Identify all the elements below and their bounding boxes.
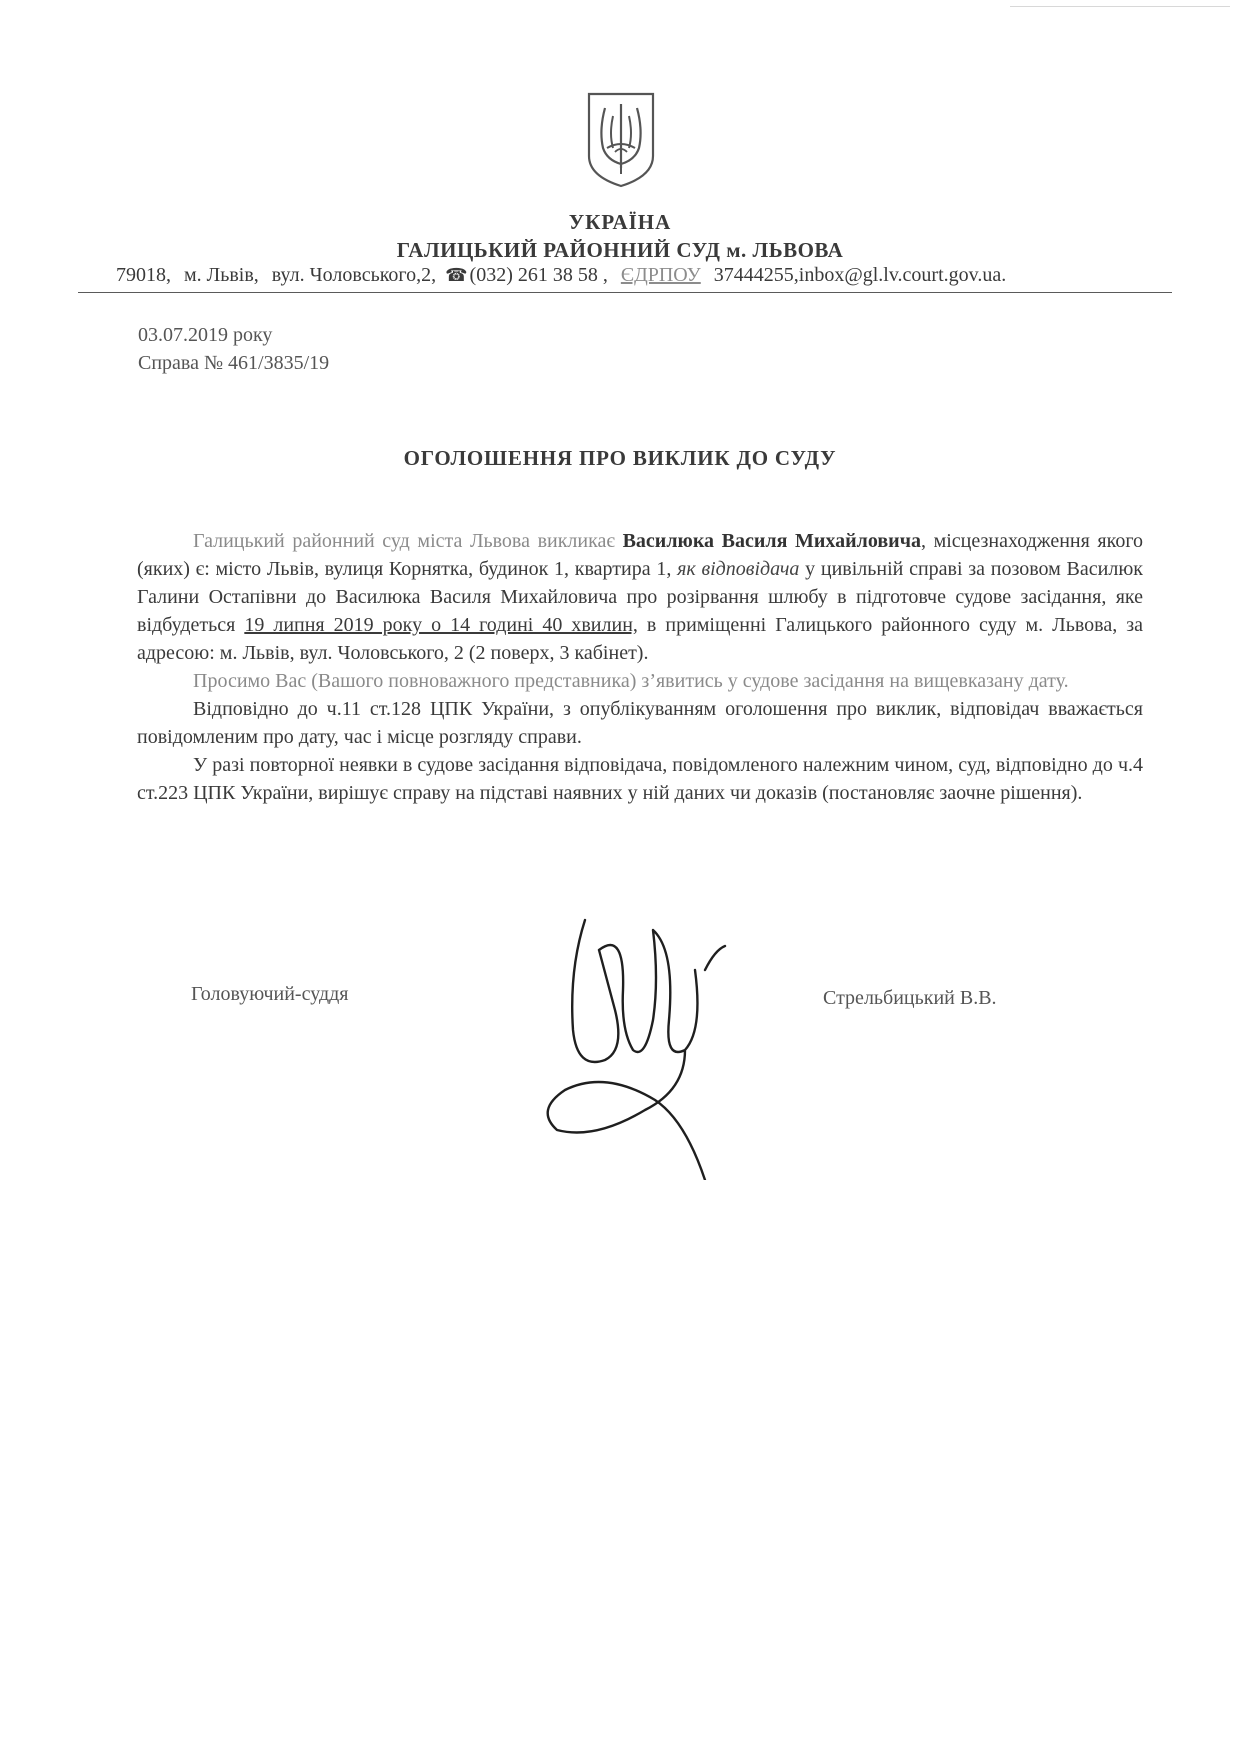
case-number: Справа № 461/3835/19	[138, 352, 330, 374]
paragraph-absence: У разі повторної неявки в судове засідання відповідача, повідомленого належним чином, суд, відповідно до ч.4 ст.223 ЦПК України, вирішує справу на підставі наявних у ній даних чи доказів (постановляє заочне рішення).	[137, 754, 1143, 804]
hearing-location: в приміщенні Галицького районного суду м. Львова, за адресою: м. Львів, вул. Чоловського, 2 (2 поверх, 3 кабінет).	[137, 614, 1143, 664]
defendant-name: Василюка Василя Михайловича	[622, 530, 921, 552]
header-divider	[78, 292, 1172, 293]
header-country: УКРАЇНА	[568, 210, 672, 234]
document-date: 03.07.2019 року	[138, 324, 273, 346]
defendant-address: , місцезнаходження якого (яких) є: місто Львів, вулиця Корнятка, будинок 1, квартира 1,	[137, 530, 1144, 580]
handwritten-signature-icon	[535, 910, 745, 1180]
paragraph-request: Просимо Вас (Вашого повноважного представника) з’явитись у судове засідання на вищевказану дату.	[193, 670, 1069, 692]
paragraph-law-notice: Відповідно до ч.11 ст.128 ЦПК України, з опублікуванням оголошення про виклик, відповідач вважається повідомленим про дату, час і місце розгляду справи.	[137, 698, 1143, 748]
summons-intro: Галицький районний суд міста Львова викликає	[193, 530, 623, 552]
phone-icon: ☎	[445, 265, 468, 285]
scan-edge-mark	[1010, 6, 1230, 7]
defendant-role: як відповідача	[677, 558, 800, 580]
address-street: вул. Чоловського,2,	[271, 264, 437, 286]
address-city: м. Львів,	[184, 264, 259, 286]
hearing-datetime: 19 липня 2019 року о 14 годині 40 хвилин,	[244, 614, 638, 636]
header-court: ГАЛИЦЬКИЙ РАЙОННИЙ СУД м. ЛЬВОВА	[396, 238, 844, 262]
coat-of-arms-icon	[585, 90, 657, 188]
court-address	[116, 264, 1176, 287]
signer-name: Стрельбицький В.В.	[823, 987, 997, 1009]
address-phone: (032) 261 38 58 ,	[469, 264, 608, 286]
address-edrpou-label: ЄДРПОУ	[620, 264, 701, 286]
case-description: у цивільній справі за позовом Василюк Галини Остапівни до Василюка Василя Михайловича про розірвання шлюбу в підготовче судове засідання, яке відбудеться	[137, 558, 1143, 636]
document-title: ОГОЛОШЕННЯ ПРО ВИКЛИК ДО СУДУ	[403, 446, 837, 470]
address-edrpou-email: 37444255,inbox@gl.lv.court.gov.ua.	[713, 264, 1007, 286]
signer-role: Головуючий-суддя	[191, 983, 349, 1005]
address-postcode: 79018,	[116, 264, 171, 286]
notice-body	[137, 527, 1143, 807]
paragraph-summons	[137, 527, 1143, 667]
